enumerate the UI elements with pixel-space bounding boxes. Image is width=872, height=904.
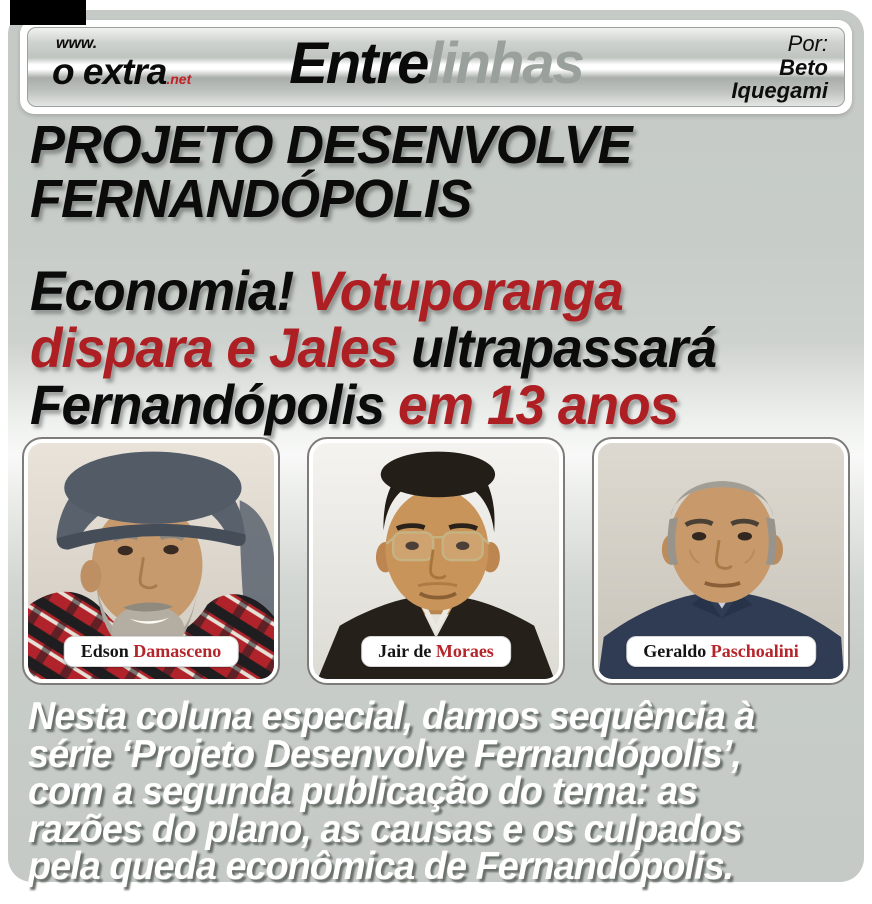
main-headline-line1: Economia! Votuporanga bbox=[30, 259, 623, 322]
main-headline-line3: Fernandópolis em 13 anos bbox=[30, 373, 679, 437]
top-left-black-bar bbox=[10, 0, 86, 25]
column-title-part2: linhas bbox=[427, 31, 583, 96]
photo-card-edson-damasceno bbox=[22, 437, 280, 685]
footer-line-4: razões do plano, as causas e os culpados bbox=[28, 807, 742, 851]
masthead-metallic-bar bbox=[27, 27, 845, 107]
logo-net-text: .net bbox=[166, 71, 192, 87]
photo-jair-de-moraes bbox=[313, 443, 559, 679]
footer-paragraph bbox=[28, 695, 827, 888]
byline-por: Por: bbox=[787, 31, 828, 56]
name-label-geraldo-paschoalini: Geraldo Paschoalini bbox=[626, 636, 816, 667]
footer-line-2: série ‘Projeto Desenvolve Fernandópolis’, bbox=[28, 732, 741, 776]
column-title bbox=[28, 31, 844, 96]
photo-card-geraldo-paschoalini bbox=[592, 437, 850, 685]
logo-name-text: o extra.net bbox=[52, 51, 192, 92]
footer-line-1: Nesta coluna especial, damos sequência à bbox=[28, 695, 755, 738]
main-headline-line2: dispara e Jales ultrapassará bbox=[30, 316, 717, 380]
footer-line-5: pela queda econômica de Fernandópolis. bbox=[28, 845, 734, 888]
byline-author-first: Beto bbox=[779, 54, 828, 80]
byline-author-last: Iquegami bbox=[731, 78, 828, 104]
photo-card-jair-de-moraes bbox=[307, 437, 565, 685]
main-headline bbox=[30, 259, 717, 437]
photo-edson-damasceno bbox=[28, 443, 274, 679]
byline bbox=[731, 32, 828, 103]
photo-geraldo-paschoalini bbox=[598, 443, 844, 679]
logo-www-text: www. bbox=[56, 35, 98, 52]
series-headline-line2: FERNANDÓPOLIS bbox=[30, 169, 472, 229]
series-headline-line1: PROJETO DESENVOLVE bbox=[30, 115, 632, 175]
name-label-edson-damasceno: Edson Damasceno bbox=[64, 636, 239, 667]
masthead-banner bbox=[20, 20, 852, 114]
footer-line-3: com a segunda publicação do tema: as bbox=[28, 770, 698, 813]
column-card bbox=[8, 10, 864, 888]
column-title-part1: Entre bbox=[289, 31, 428, 96]
series-headline bbox=[30, 115, 632, 229]
name-label-jair-de-moraes: Jair de Moraes bbox=[361, 636, 511, 667]
